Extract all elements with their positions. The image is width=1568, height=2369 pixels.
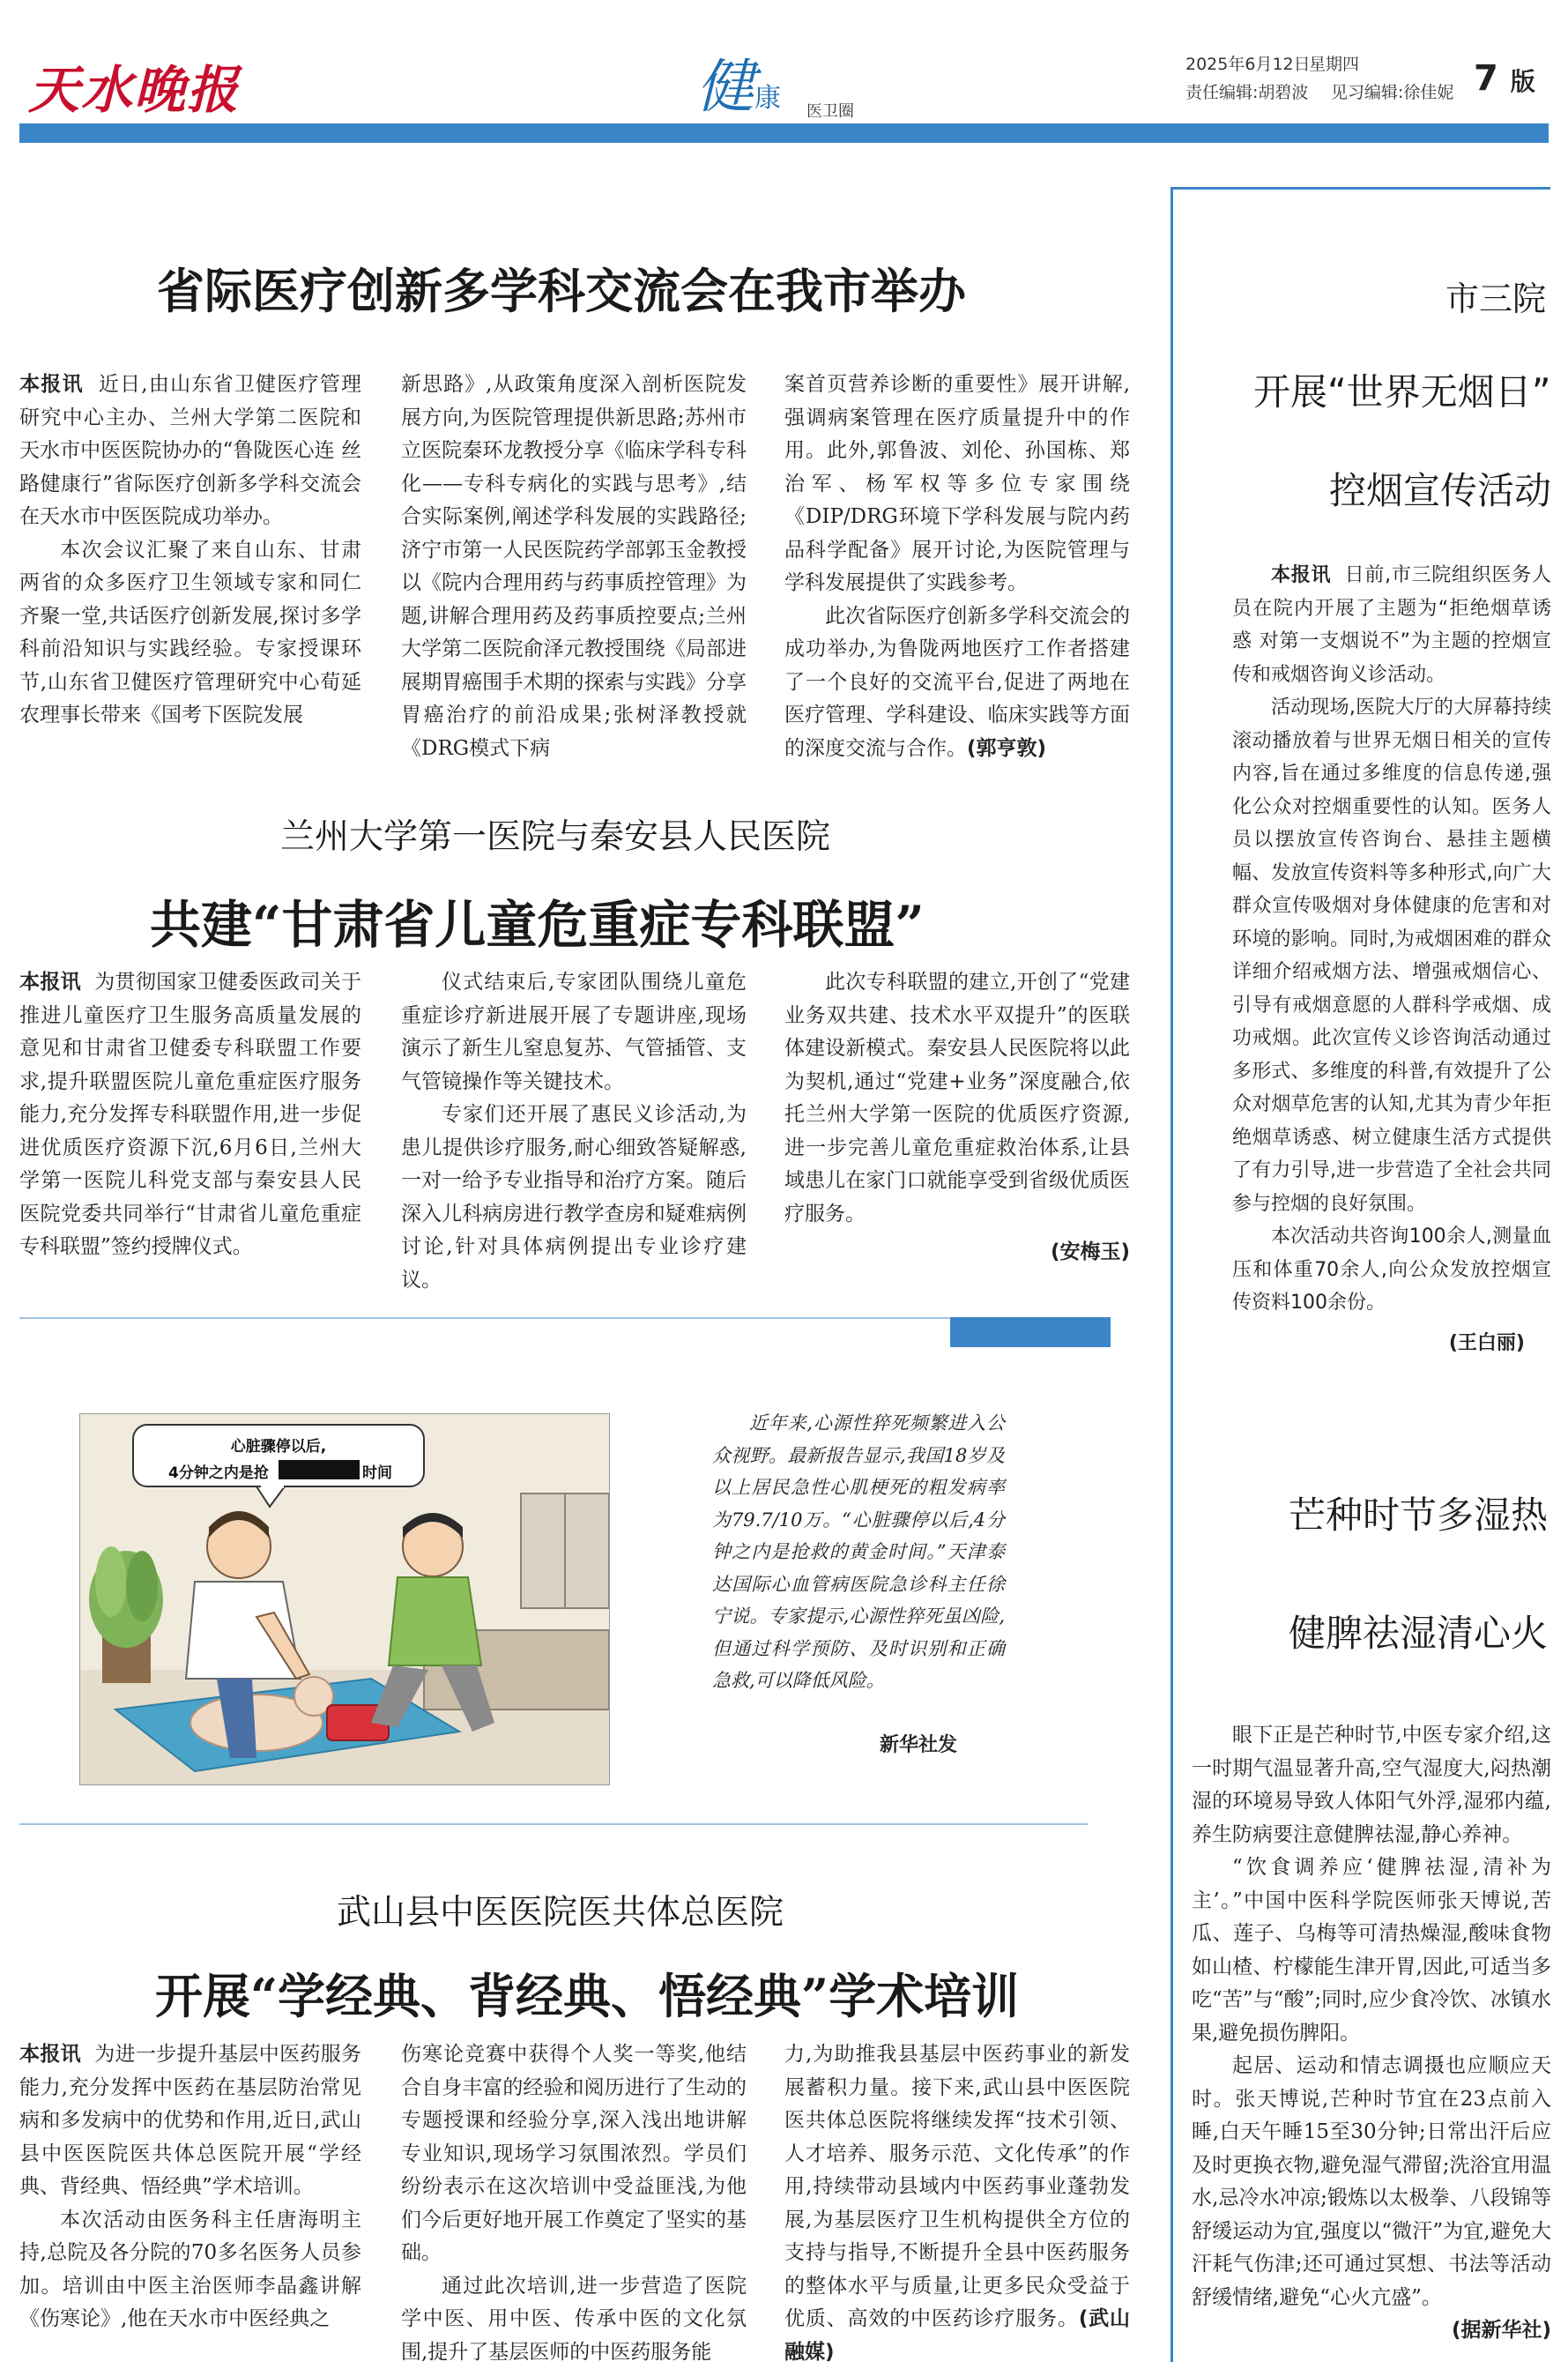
illustration-caption-text: 近年来,心源性猝死频繁进入公众视野。最新报告显示,我国18岁及以上居民急性心肌梗死的粗发病率为79.7/10万。“心脏骤停以后,4分钟之内是抢救的黄金时间。”天津泰达国际心血管病医院急诊科主任徐宁说。专家提示,心源性猝死虽凶险,但通过科学预防、及时识别和正确急救,可以降低风险。 [712, 1407, 1005, 1697]
side2-title-line2: 健脾祛湿清心火 [1289, 1605, 1548, 1658]
issue-weekday: 星期四 [1309, 51, 1359, 75]
article1-col3 [784, 369, 1130, 765]
cpr-illustration-art [80, 1414, 609, 1784]
newspaper-logo: 天水晚报 [28, 48, 240, 123]
article2-author: (安梅玉) [1051, 1240, 1130, 1263]
section-title-big: 健 [696, 53, 754, 121]
article3-para3: 伤寒论竞赛中获得个人奖一等奖,他结合自身丰富的经验和阅历进行了生动的专题授课和经验分享,深入浅出地讲解专业知识,现场学习氛围浓烈。学员们纷纷表示在这次培训中受益匪浅,为他们今后更好地开展工作奠定了坚实的基础。 [401, 2038, 747, 2270]
side1-kicker: 市三院 [1445, 272, 1546, 320]
article3-col1 [19, 2038, 361, 2336]
side1-author: (王白丽) [1449, 1332, 1525, 1354]
intern-editor-credit: 见习编辑:徐佳妮 [1331, 79, 1453, 103]
separator-line [19, 1317, 950, 1319]
illustration-caption [712, 1407, 1005, 1697]
article3-para5: 力,为助推我县基层中医药事业的新发展蓄积力量。接下来,武山县中医医院医共体总医院将继续发挥“技术引领、人才培养、服务示范、文化传承”的作用,持续带动县域内中医药事业蓬勃发展,为基层医疗卫生机构提供全方位的支持与指导,不断提升全县中医药服务的整体水平与质量,让更多民众受益于优质、高效的中医药诊疗服务。(武山融媒) [784, 2038, 1130, 2369]
article3-author: (武山融媒) [784, 2307, 1130, 2364]
illustration-credit: 新华社发 [880, 1730, 957, 1757]
side1-body [1232, 559, 1551, 1360]
side2-body [1192, 1719, 1551, 2348]
speech-bubble-line2-end: 时间 [362, 1460, 392, 1482]
speech-bubble-line1: 心脏骤停以后, [133, 1434, 424, 1456]
section-title [696, 40, 781, 123]
side1-title-line2: 控烟宣传活动 [1329, 462, 1551, 515]
article2-para4: 此次专科联盟的建立,开创了“党建业务双共建、技术水平双提升”的医联体建设新模式。秦安县人民医院将以此为契机,通过“党建+业务”深度融合,依托兰州大学第一医院的优质医疗资源,进一步完善儿童危重症救治体系,让县域患儿在家门口就能享受到省级优质医疗服务。 [784, 966, 1130, 1231]
side2-author: (据新华社) [1452, 2319, 1551, 2342]
issue-date: 2025年6月12日 [1185, 51, 1311, 75]
side2-para3: 起居、运动和情志调摄也应顺应天时。张天博说,芒种时节宜在23点前入睡,白天午睡15至30分钟;日常出汗后应及时更换衣物,避免湿气滞留;洗浴宜用温水,忌冷水冲凉;锻炼以太极拳、八段锦等舒缓运动为宜,强度以“微汗”为宜,避免大汗耗气伤津;还可通过冥想、书法等活动舒缓情绪,避免“心火亢盛”。 [1192, 2050, 1551, 2314]
separator-line-2 [19, 1823, 1088, 1825]
article2-kicker: 兰州大学第一医院与秦安县人民医院 [280, 809, 830, 859]
side2-para1: 眼下正是芒种时节,中医专家介绍,这一时期气温显著升高,空气湿度大,闷热潮湿的环境易导致人体阳气外浮,湿邪内蕴,养生防病要注意健脾祛湿,静心养神。 [1192, 1719, 1551, 1851]
page-number-unit: 版 [1511, 67, 1535, 96]
side2-para2: “饮食调养应‘健脾祛湿,清补为主’。”中国中医科学院医师张天博说,苦瓜、莲子、乌梅等可清热燥湿,酸味食物如山楂、柠檬能生津开胃,因此,可适当多吃“苦”与“酸”;同时,应少食冷饮、冰镇水果,避免损伤脾阳。 [1192, 1851, 1551, 2050]
side1-para1: 本报讯 日前,市三院组织医务人员在院内开展了主题为“拒绝烟草诱惑 对第一支烟说不”为主题的控烟宣传和戒烟咨询义诊活动。 [1232, 559, 1551, 691]
article1-col1 [19, 369, 361, 733]
article2-col3 [784, 966, 1130, 1270]
side2-title-line1: 芒种时节多湿热 [1289, 1486, 1548, 1539]
side1-title-line1: 开展“世界无烟日” [1253, 363, 1551, 416]
speech-bubble-line2-start: 4分钟之内是抢 [168, 1460, 269, 1482]
article1-para5: 此次省际医疗创新多学科交流会的成功举办,为鲁陇两地医疗工作者搭建了一个良好的交流平台,促进了两地在医疗管理、学科建设、临床实践等方面的深度交流与合作。(郭亨敦) [784, 600, 1130, 766]
header-bar [19, 123, 1549, 143]
article2-title: 共建“甘肃省儿童危重症专科联盟” [150, 883, 925, 957]
article1-title: 省际医疗创新多学科交流会在我市举办 [157, 254, 966, 322]
page-number-value: 7 [1474, 58, 1498, 99]
article3-para4: 通过此次培训,进一步营造了医院学中医、用中医、传承中医的文化氛围,提升了基层医师的中医药服务能 [401, 2270, 747, 2369]
section-subtitle: 医卫圈 [806, 99, 854, 122]
article3-para1: 本报讯 为进一步提升基层中医药服务能力,充分发挥中医药在基层防治常见病和多发病中的优势和作用,近日,武山县中医医院医共体总医院开展“学经典、背经典、悟经典”学术培训。 [19, 2038, 361, 2204]
article1-col2 [401, 369, 747, 765]
section-title-small: 康 [754, 83, 781, 114]
separator-block [950, 1317, 1111, 1347]
article1-author: (郭亨敦) [967, 737, 1046, 760]
cpr-illustration [79, 1413, 610, 1785]
article3-col3 [784, 2038, 1130, 2369]
article2-para2: 仪式结束后,专家团队围绕儿童危重症诊疗新进展开展了专题讲座,现场演示了新生儿窒息复苏、气管插管、支气管镜操作等关键技术。 [401, 966, 747, 1099]
article2-para1: 本报讯 为贯彻国家卫健委医政司关于推进儿童医疗卫生服务高质量发展的意见和甘肃省卫健委专科联盟工作要求,提升联盟医院儿童危重症医疗服务能力,充分发挥专科联盟作用,进一步促进优质医疗资源下沉,6月6日,兰州大学第一医院儿科党支部与秦安县人民医院党委共同举行“甘肃省儿童危重症专科联盟”签约授牌仪式。 [19, 966, 361, 1264]
article2-col1 [19, 966, 361, 1264]
article3-kicker: 武山县中医医院医共体总医院 [337, 1885, 784, 1934]
editor-credit: 责任编辑:胡碧波 [1185, 79, 1308, 103]
article2-col2 [401, 966, 747, 1297]
side1-para3: 本次活动共咨询100余人,测量血压和体重70余人,向公众发放控烟宣传资料100余份。 [1232, 1220, 1551, 1320]
article3-para2: 本次活动由医务科主任唐海明主持,总院及各分院的70多名医务人员参加。培训由中医主治医师李晶鑫讲解《伤寒论》,他在天水市中医经典之 [19, 2204, 361, 2336]
side1-para2: 活动现场,医院大厅的大屏幕持续滚动播放着与世界无烟日相关的宣传内容,旨在通过多维度的信息传递,强化公众对控烟重要性的认知。医务人员以摆放宣传咨询台、悬挂主题横幅、发放宣传资料等多种形式,向广大群众宣传吸烟对身体健康的危害和对环境的影响。同时,为戒烟困难的群众详细介绍戒烟方法、增强戒烟信心、引导有戒烟意愿的人群科学戒烟、成功戒烟。此次宣传义诊咨询活动通过多形式、多维度的科普,有效提升了公众对烟草危害的认知,尤其为青少年拒绝烟草诱惑、树立健康生活方式提供了有力引导,进一步营造了全社会共同参与控烟的良好氛围。 [1232, 691, 1551, 1220]
article3-title: 开展“学经典、背经典、悟经典”学术培训 [155, 1959, 1019, 2027]
article1-para1: 本报讯 近日,由山东省卫健医疗管理研究中心主办、兰州大学第二医院和天水市中医医院协办的“鲁陇医心连 丝路健康行”省际医疗创新多学科交流会在天水市中医医院成功举办。 [19, 369, 361, 534]
article1-para3: 新思路》,从政策角度深入剖析医院发展方向,为医院管理提供新思路;苏州市立医院秦环龙教授分享《临床学科专科化——专科专病化的实践与思考》,结合实际案例,阐述学科发展的实践路径;济宁市第一人民医院药学部郭玉金教授以《院内合理用药与药事质控管理》为题,讲解合理用药及药事质控要点;兰州大学第二医院俞泽元教授围绕《局部进展期胃癌围手术期的探索与实践》分享胃癌治疗的前沿成果;张树泽教授就《DRG模式下病 [401, 369, 747, 765]
article1-para2: 本次会议汇聚了来自山东、甘肃两省的众多医疗卫生领域专家和同仁齐聚一堂,共话医疗创新发展,探讨多学科前沿知识与实践经验。专家授课环节,山东省卫健医疗管理研究中心荀延农理事长带来《国考下医院发展 [19, 534, 361, 733]
article2-para3: 专家们还开展了惠民义诊活动,为患儿提供诊疗服务,耐心细致答疑解惑,一对一给予专业指导和治疗方案。随后深入儿科病房进行教学查房和疑难病例讨论,针对具体病例提出专业诊疗建议。 [401, 1099, 747, 1297]
article1-para4: 案首页营养诊断的重要性》展开讲解,强调病案管理在医疗质量提升中的作用。此外,郭鲁波、刘伦、孙国栋、郑治军、杨军权等多位专家围绕《DIP/DRG环境下学科发展与院内药品科学配备》展开讨论,为医院管理与学科发展提供了实践参考。 [784, 369, 1130, 600]
page-number [1474, 58, 1535, 99]
article3-col2 [401, 2038, 747, 2369]
